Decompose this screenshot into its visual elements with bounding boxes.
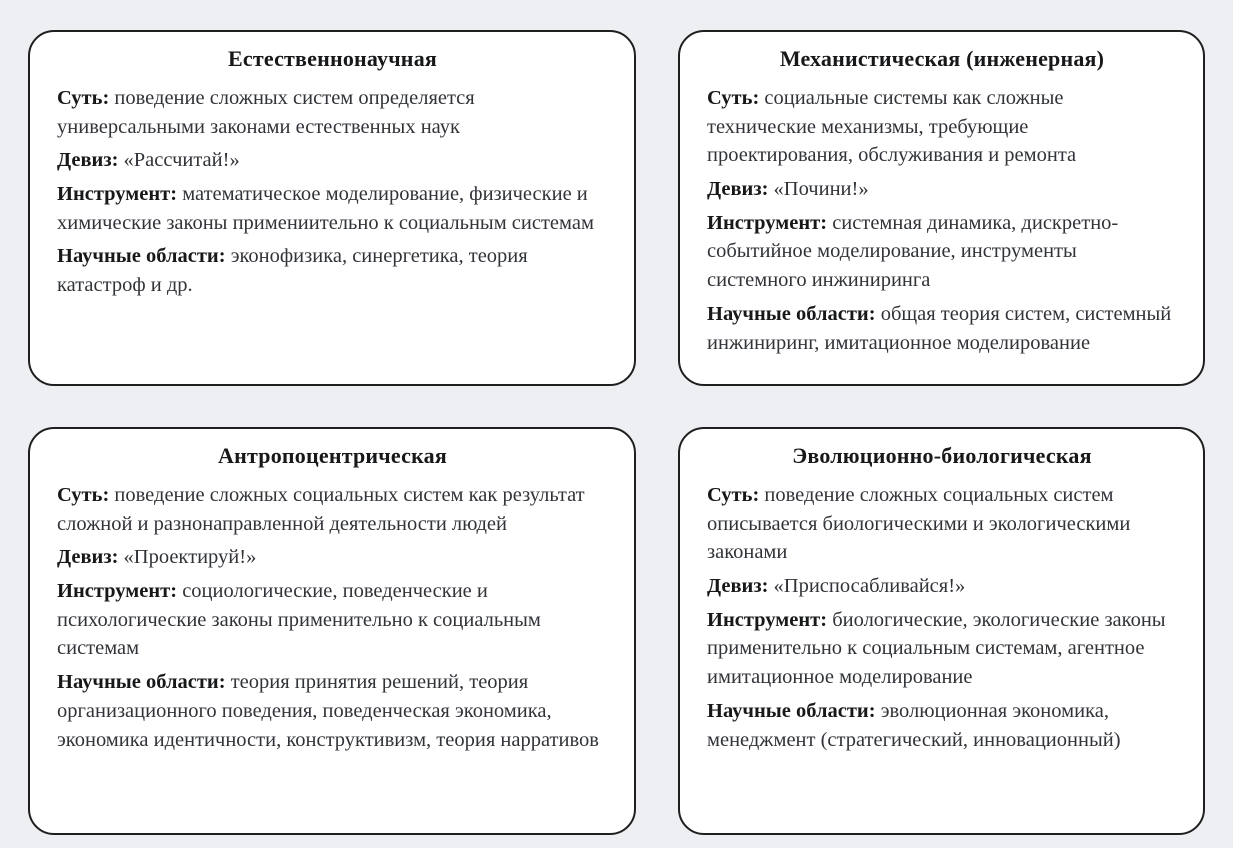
field-science-areas — [707, 697, 1177, 754]
card-title: Антропоцентрическая — [218, 443, 447, 468]
field-label: Инструмент: — [57, 580, 178, 603]
card-title: Естественнонаучная — [228, 46, 437, 71]
field-label: Суть: — [57, 87, 110, 109]
field-instrument — [57, 577, 608, 663]
field-text: «Рассчитай!» — [123, 149, 240, 172]
field-label: Суть: — [707, 87, 760, 109]
field-text: системная динамика, дискретно-событийное моделирование, инструменты системного инжиниринга — [707, 211, 1119, 292]
paradigm-card-evolutionary-biological — [678, 427, 1205, 835]
field-text: социальные системы как сложные технические механизмы, требующие проектирования, обслуживания и ремонта — [707, 87, 1077, 167]
field-label: Научные области: — [57, 671, 226, 694]
field-text: социологические, поведенческие и психологические законы применительно к социальным системам — [57, 580, 541, 660]
card-title: Механистическая (инженерная) — [779, 46, 1105, 71]
field-motto — [707, 572, 1177, 601]
field-label: Суть: — [707, 484, 760, 506]
field-text: «Проектируй!» — [123, 546, 257, 569]
field-motto — [57, 543, 608, 572]
field-motto — [57, 146, 608, 175]
field-label: Научные области: — [707, 699, 876, 722]
field-text: эволюционная экономика, менеджмент (стратегический, инновационный) — [707, 699, 1121, 751]
field-text: общая теория систем, системный инжиниринг, имитационное моделирование — [707, 302, 1172, 354]
field-instrument — [57, 180, 608, 237]
field-label: Научные области: — [707, 302, 876, 325]
paradigm-card-natural-science — [28, 30, 636, 386]
field-science-areas — [707, 300, 1177, 357]
field-text: «Почини!» — [773, 178, 869, 201]
field-text: поведение сложных социальных систем как результат сложной и разнонаправленной деятельности людей — [57, 484, 585, 535]
card-title: Эволюционно-биологическая — [792, 443, 1092, 468]
field-text: биологические, экологические законы применительно к социальным системам, агентное имитационное моделирование — [707, 608, 1166, 689]
field-label: Девиз: — [707, 575, 769, 598]
field-instrument — [707, 209, 1177, 295]
field-label: Девиз: — [57, 546, 119, 569]
field-essence — [57, 84, 608, 141]
field-science-areas — [57, 242, 608, 299]
field-label: Девиз: — [57, 149, 119, 172]
field-instrument — [707, 606, 1177, 692]
field-essence — [57, 481, 608, 538]
field-text: поведение сложных социальных систем описывается биологическими и экологическими законами — [707, 484, 1131, 564]
field-text: эконофизика, синергетика, теория катастроф и др. — [57, 245, 528, 297]
paradigm-card-anthropocentric — [28, 427, 636, 835]
field-essence — [707, 481, 1177, 567]
field-label: Девиз: — [707, 178, 769, 201]
field-label: Научные области: — [57, 245, 226, 268]
paradigm-card-mechanistic — [678, 30, 1205, 386]
field-essence — [707, 84, 1177, 170]
field-text: математическое моделирование, физические и химические законы примениительно к социальным системам — [57, 183, 594, 234]
field-label: Суть: — [57, 484, 110, 506]
field-text: теория принятия решений, теория организационного поведения, поведенческая экономика, экономика идентичности, конструктивизм, теория нарративов — [57, 671, 599, 751]
field-science-areas — [57, 668, 608, 754]
field-text: поведение сложных систем определяется универсальными законами естественных наук — [57, 87, 475, 138]
field-label: Инструмент: — [707, 608, 828, 631]
field-motto — [707, 175, 1177, 204]
field-text: «Приспосабливайся!» — [773, 575, 966, 598]
field-label: Инструмент: — [57, 183, 178, 206]
field-label: Инструмент: — [707, 211, 828, 234]
